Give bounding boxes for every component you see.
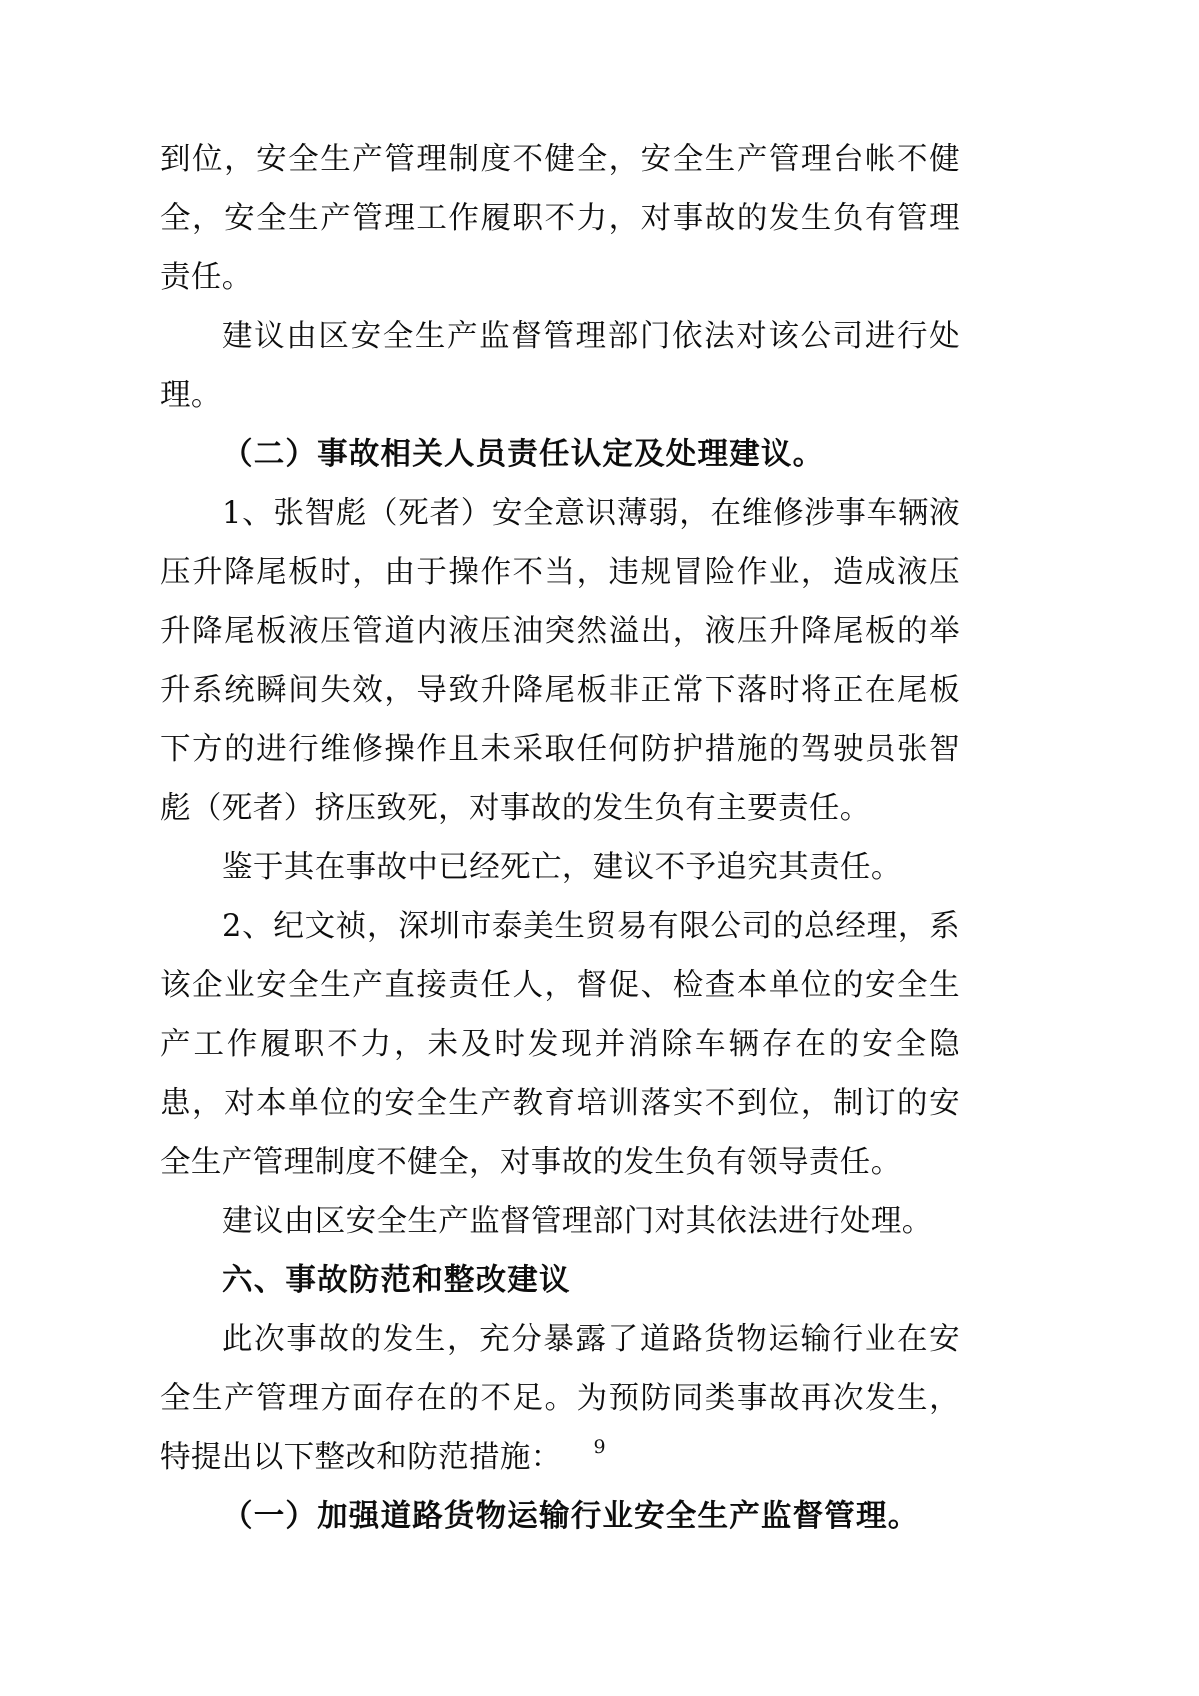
paragraph-item-2: 2、纪文祯，深圳市泰美生贸易有限公司的总经理，系该企业安全生产直接责任人，督促、检查本单位的安全生产工作履职不力，未及时发现并消除车辆存在的安全隐患，对本单位的安全生产教育培训落实不到位，制订的安全生产管理制度不健全，对事故的发生负有领导责任。 <box>160 909 960 1180</box>
section-heading-personnel-responsibility: （二）事故相关人员责任认定及处理建议。 <box>222 436 825 472</box>
page-number: 9 <box>593 1436 606 1458</box>
section-heading-prevention-measures: 六、事故防范和整改建议 <box>222 1262 571 1298</box>
document-body <box>160 130 960 1546</box>
paragraph-item-1-note: 鉴于其在事故中已经死亡，建议不予追究其责任。 <box>222 850 902 885</box>
paragraph-recommendation-company: 建议由区安全生产监督管理部门依法对该公司进行处理。 <box>160 319 960 413</box>
paragraph-item-1: 1、张智彪（死者）安全意识薄弱，在维修涉事车辆液压升降尾板时，由于操作不当，违规冒险作业，造成液压升降尾板液压管道内液压油突然溢出，液压升降尾板的举升系统瞬间失效，导致升降尾板非正常下落时将正在尾板下方的进行维修操作且未采取任何防护措施的驾驶员张智彪（死者）挤压致死，对事故的发生负有主要责任。 <box>160 496 960 826</box>
paragraph-item-2-note: 建议由区安全生产监督管理部门对其依法进行处理。 <box>222 1204 933 1239</box>
paragraph-continuation: 到位，安全生产管理制度不健全，安全生产管理台帐不健全，安全生产管理工作履职不力，对事故的发生负有管理责任。 <box>160 142 960 295</box>
subsection-heading-supervision: （一）加强道路货物运输行业安全生产监督管理。 <box>222 1498 920 1534</box>
paragraph-prevention-intro: 此次事故的发生，充分暴露了道路货物运输行业在安全生产管理方面存在的不足。为预防同类事故再次发生，特提出以下整改和防范措施： <box>160 1322 960 1475</box>
